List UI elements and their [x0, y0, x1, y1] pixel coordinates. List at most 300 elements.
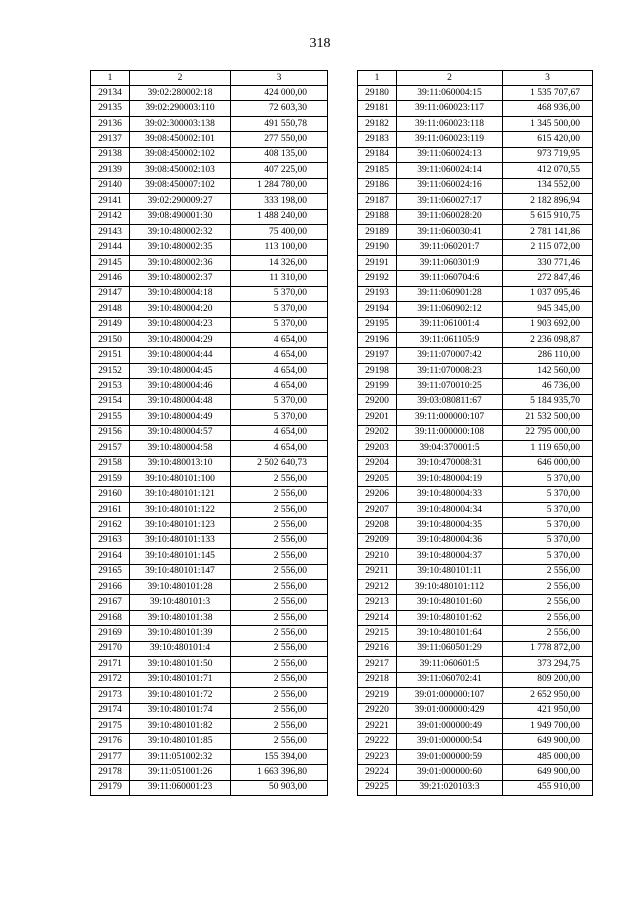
row-number-cell: 29161: [91, 502, 130, 517]
value-cell: 2 556,00: [503, 610, 593, 625]
row-number-cell: 29208: [358, 518, 397, 533]
cadastral-number-cell: 39:11:051002:32: [130, 749, 231, 764]
cadastral-number-cell: 39:10:480004:29: [130, 333, 231, 348]
table-row: [358, 456, 593, 471]
cadastral-number-cell: 39:10:480101:64: [397, 626, 503, 641]
row-number-cell: 29142: [91, 209, 130, 224]
row-number-cell: 29157: [91, 441, 130, 456]
table-row: [91, 302, 328, 317]
value-cell: 809 200,00: [503, 672, 593, 687]
value-cell: 468 936,00: [503, 101, 593, 116]
row-number-cell: 29216: [358, 641, 397, 656]
table-row: [91, 348, 328, 363]
value-cell: 2 236 098,87: [503, 333, 593, 348]
cadastral-number-cell: 39:10:480013:10: [130, 456, 231, 471]
cadastral-number-cell: 39:11:060030:41: [397, 224, 503, 239]
cadastral-number-cell: 39:10:480004:37: [397, 549, 503, 564]
value-cell: 5 370,00: [503, 533, 593, 548]
table-row: [91, 533, 328, 548]
table-row: [358, 471, 593, 486]
cadastral-number-cell: 39:11:061105:9: [397, 333, 503, 348]
value-cell: 2 652 950,00: [503, 688, 593, 703]
table-row: [91, 765, 328, 780]
row-number-cell: 29206: [358, 487, 397, 502]
value-cell: 4 654,00: [231, 348, 328, 363]
table-row: [91, 86, 328, 101]
value-cell: 277 550,00: [231, 132, 328, 147]
table-row: [91, 147, 328, 162]
value-cell: 2 182 896,94: [503, 194, 593, 209]
row-number-cell: 29210: [358, 549, 397, 564]
cadastral-number-cell: 39:11:000000:107: [397, 410, 503, 425]
cadastral-number-cell: 39:01:000000:107: [397, 688, 503, 703]
table-row: [358, 333, 593, 348]
table-row: [91, 441, 328, 456]
row-number-cell: 29156: [91, 425, 130, 440]
cadastral-number-cell: 39:10:480101:122: [130, 502, 231, 517]
value-cell: 11 310,00: [231, 271, 328, 286]
cadastral-number-cell: 39:08:450002:102: [130, 147, 231, 162]
table-row: [91, 626, 328, 641]
table-row: [358, 749, 593, 764]
table-row: [91, 502, 328, 517]
table-row: [91, 641, 328, 656]
cadastral-number-cell: 39:10:480101:121: [130, 487, 231, 502]
table-row: [358, 641, 593, 656]
value-cell: 21 532 500,00: [503, 410, 593, 425]
table-row: [91, 363, 328, 378]
table-row: [91, 780, 328, 795]
cadastral-number-cell: 39:11:060024:13: [397, 147, 503, 162]
table-row: [358, 224, 593, 239]
table-row: [358, 132, 593, 147]
cadastral-number-cell: 39:10:480101:39: [130, 626, 231, 641]
cadastral-number-cell: 39:10:480101:50: [130, 657, 231, 672]
table-row: [358, 194, 593, 209]
row-number-cell: 29197: [358, 348, 397, 363]
cadastral-number-cell: 39:08:450007:102: [130, 178, 231, 193]
row-number-cell: 29145: [91, 255, 130, 270]
table-row: [358, 672, 593, 687]
cadastral-number-cell: 39:10:480004:49: [130, 410, 231, 425]
row-number-cell: 29201: [358, 410, 397, 425]
table-row: [91, 194, 328, 209]
cadastral-number-cell: 39:10:480101:3: [130, 595, 231, 610]
row-number-cell: 29215: [358, 626, 397, 641]
value-cell: 973 719,95: [503, 147, 593, 162]
row-number-cell: 29192: [358, 271, 397, 286]
cadastral-number-cell: 39:11:060301:9: [397, 255, 503, 270]
value-cell: 2 556,00: [231, 580, 328, 595]
row-number-cell: 29176: [91, 734, 130, 749]
value-cell: 424 000,00: [231, 86, 328, 101]
row-number-cell: 29198: [358, 363, 397, 378]
row-number-cell: 29168: [91, 610, 130, 625]
row-number-cell: 29163: [91, 533, 130, 548]
value-cell: 412 070,55: [503, 163, 593, 178]
table-row: [91, 518, 328, 533]
table-row: [358, 348, 593, 363]
row-number-cell: 29218: [358, 672, 397, 687]
table-row: [91, 178, 328, 193]
row-number-cell: 29134: [91, 86, 130, 101]
cadastral-number-cell: 39:04:370001:5: [397, 441, 503, 456]
value-cell: 134 552,00: [503, 178, 593, 193]
cadastral-number-cell: 39:01:000000:49: [397, 718, 503, 733]
table-row: [91, 286, 328, 301]
row-number-cell: 29160: [91, 487, 130, 502]
table-row: [91, 734, 328, 749]
cadastral-number-cell: 39:08:490001:30: [130, 209, 231, 224]
table-row: [91, 749, 328, 764]
table-row: [358, 780, 593, 795]
cadastral-number-cell: 39:10:480101:28: [130, 580, 231, 595]
table-row: [91, 209, 328, 224]
table-row: [91, 132, 328, 147]
table-row: [358, 147, 593, 162]
value-cell: 72 603,30: [231, 101, 328, 116]
row-number-cell: 29151: [91, 348, 130, 363]
value-cell: 1 778 872,00: [503, 641, 593, 656]
cadastral-number-cell: 39:10:480004:46: [130, 379, 231, 394]
table-row: [91, 425, 328, 440]
value-cell: 2 556,00: [231, 487, 328, 502]
row-number-cell: 29140: [91, 178, 130, 193]
table-row: [91, 240, 328, 255]
value-cell: 5 370,00: [503, 502, 593, 517]
row-number-cell: 29182: [358, 116, 397, 131]
table-row: [91, 333, 328, 348]
table-row: [358, 101, 593, 116]
value-cell: 46 736,00: [503, 379, 593, 394]
cadastral-number-cell: 39:11:060001:23: [130, 780, 231, 795]
cadastral-number-cell: 39:01:000000:59: [397, 749, 503, 764]
value-cell: 2 556,00: [231, 688, 328, 703]
row-number-cell: 29184: [358, 147, 397, 162]
value-cell: 330 771,46: [503, 255, 593, 270]
value-cell: 2 556,00: [503, 580, 593, 595]
row-number-cell: 29209: [358, 533, 397, 548]
row-number-cell: 29137: [91, 132, 130, 147]
cadastral-number-cell: 39:11:060023:119: [397, 132, 503, 147]
row-number-cell: 29185: [358, 163, 397, 178]
table-row: [358, 271, 593, 286]
page-number: 318: [309, 36, 331, 51]
cadastral-number-cell: 39:10:480004:19: [397, 471, 503, 486]
row-number-cell: 29212: [358, 580, 397, 595]
table-row: [358, 379, 593, 394]
value-cell: 945 345,00: [503, 302, 593, 317]
cadastral-number-cell: 39:10:480101:112: [397, 580, 503, 595]
table-row: [358, 163, 593, 178]
value-cell: 50 903,00: [231, 780, 328, 795]
cadastral-number-cell: 39:01:000000:54: [397, 734, 503, 749]
cadastral-number-cell: 39:10:480101:62: [397, 610, 503, 625]
table-row: [358, 718, 593, 733]
register-table-right: [357, 70, 593, 796]
cadastral-number-cell: 39:10:480002:32: [130, 224, 231, 239]
cadastral-number-cell: 39:03:080811:67: [397, 394, 503, 409]
cadastral-number-cell: 39:10:480101:82: [130, 718, 231, 733]
value-cell: 5 370,00: [231, 286, 328, 301]
cadastral-number-cell: 39:11:060024:16: [397, 178, 503, 193]
row-number-cell: 29219: [358, 688, 397, 703]
cadastral-number-cell: 39:10:480101:72: [130, 688, 231, 703]
row-number-cell: 29193: [358, 286, 397, 301]
table-row: [358, 178, 593, 193]
column-header: 1: [91, 71, 130, 86]
value-cell: 5 370,00: [231, 302, 328, 317]
table-row: [358, 240, 593, 255]
table-row: [358, 302, 593, 317]
table-row: [358, 657, 593, 672]
row-number-cell: 29147: [91, 286, 130, 301]
row-number-cell: 29214: [358, 610, 397, 625]
row-number-cell: 29139: [91, 163, 130, 178]
table-row: [358, 86, 593, 101]
value-cell: 2 556,00: [231, 610, 328, 625]
row-number-cell: 29135: [91, 101, 130, 116]
cadastral-number-cell: 39:21:020103:3: [397, 780, 503, 795]
row-number-cell: 29220: [358, 703, 397, 718]
value-cell: 1 949 700,00: [503, 718, 593, 733]
cadastral-number-cell: 39:11:060004:15: [397, 86, 503, 101]
column-header: 1: [358, 71, 397, 86]
cadastral-number-cell: 39:10:480101:4: [130, 641, 231, 656]
row-number-cell: 29225: [358, 780, 397, 795]
table-row: [358, 765, 593, 780]
table-row: [91, 703, 328, 718]
cadastral-number-cell: 39:10:480101:71: [130, 672, 231, 687]
row-number-cell: 29178: [91, 765, 130, 780]
row-number-cell: 29148: [91, 302, 130, 317]
value-cell: 373 294,75: [503, 657, 593, 672]
table-row: [358, 626, 593, 641]
table-row: [91, 116, 328, 131]
row-number-cell: 29203: [358, 441, 397, 456]
cadastral-number-cell: 39:11:060901:28: [397, 286, 503, 301]
cadastral-number-cell: 39:10:480002:37: [130, 271, 231, 286]
row-number-cell: 29222: [358, 734, 397, 749]
column-header: 2: [397, 71, 503, 86]
table-row: [91, 595, 328, 610]
value-cell: 5 370,00: [503, 549, 593, 564]
table-row: [358, 610, 593, 625]
value-cell: 4 654,00: [231, 333, 328, 348]
cadastral-number-cell: 39:11:060601:5: [397, 657, 503, 672]
table-row: [358, 116, 593, 131]
row-number-cell: 29177: [91, 749, 130, 764]
table-row: [91, 101, 328, 116]
row-number-cell: 29143: [91, 224, 130, 239]
cadastral-number-cell: 39:02:290009:27: [130, 194, 231, 209]
table-row: [358, 580, 593, 595]
table-row: [358, 425, 593, 440]
row-number-cell: 29150: [91, 333, 130, 348]
row-number-cell: 29173: [91, 688, 130, 703]
cadastral-number-cell: 39:10:470008:31: [397, 456, 503, 471]
table-row: [358, 533, 593, 548]
table-row: [358, 255, 593, 270]
table-row: [358, 487, 593, 502]
table-body-left: [91, 86, 328, 796]
cadastral-number-cell: 39:10:480101:74: [130, 703, 231, 718]
row-number-cell: 29180: [358, 86, 397, 101]
table-row: [358, 549, 593, 564]
column-header: 3: [503, 71, 593, 86]
cadastral-number-cell: 39:11:070010:25: [397, 379, 503, 394]
row-number-cell: 29144: [91, 240, 130, 255]
row-number-cell: 29181: [358, 101, 397, 116]
column-header: 2: [130, 71, 231, 86]
row-number-cell: 29152: [91, 363, 130, 378]
row-number-cell: 29155: [91, 410, 130, 425]
value-cell: 2 556,00: [231, 533, 328, 548]
value-cell: 272 847,46: [503, 271, 593, 286]
row-number-cell: 29136: [91, 116, 130, 131]
row-number-cell: 29154: [91, 394, 130, 409]
value-cell: 2 556,00: [231, 734, 328, 749]
value-cell: 1 488 240,00: [231, 209, 328, 224]
value-cell: 286 110,00: [503, 348, 593, 363]
row-number-cell: 29183: [358, 132, 397, 147]
row-number-cell: 29202: [358, 425, 397, 440]
row-number-cell: 29200: [358, 394, 397, 409]
value-cell: 22 795 000,00: [503, 425, 593, 440]
cadastral-number-cell: 39:11:060201:7: [397, 240, 503, 255]
row-number-cell: 29175: [91, 718, 130, 733]
value-cell: 649 900,00: [503, 765, 593, 780]
row-number-cell: 29138: [91, 147, 130, 162]
value-cell: 2 556,00: [231, 718, 328, 733]
cadastral-number-cell: 39:11:060902:12: [397, 302, 503, 317]
row-number-cell: 29167: [91, 595, 130, 610]
value-cell: 491 550,78: [231, 116, 328, 131]
table-row: [91, 718, 328, 733]
cadastral-number-cell: 39:10:480101:60: [397, 595, 503, 610]
value-cell: 408 135,00: [231, 147, 328, 162]
value-cell: 113 100,00: [231, 240, 328, 255]
table-row: [91, 224, 328, 239]
value-cell: 5 370,00: [503, 471, 593, 486]
value-cell: 615 420,00: [503, 132, 593, 147]
row-number-cell: 29195: [358, 317, 397, 332]
row-number-cell: 29153: [91, 379, 130, 394]
cadastral-number-cell: 39:11:060501:29: [397, 641, 503, 656]
value-cell: 2 781 141,86: [503, 224, 593, 239]
cadastral-number-cell: 39:10:480101:145: [130, 549, 231, 564]
value-cell: 4 654,00: [231, 363, 328, 378]
value-cell: 1 663 396,80: [231, 765, 328, 780]
cadastral-number-cell: 39:11:070007:42: [397, 348, 503, 363]
table-row: [91, 255, 328, 270]
value-cell: 2 556,00: [231, 672, 328, 687]
value-cell: 2 556,00: [231, 595, 328, 610]
table-row: [358, 734, 593, 749]
value-cell: 2 115 072,00: [503, 240, 593, 255]
value-cell: 5 370,00: [503, 518, 593, 533]
row-number-cell: 29221: [358, 718, 397, 733]
value-cell: 2 502 640,73: [231, 456, 328, 471]
row-number-cell: 29169: [91, 626, 130, 641]
table-row: [91, 549, 328, 564]
value-cell: 649 900,00: [503, 734, 593, 749]
cadastral-number-cell: 39:02:300003:138: [130, 116, 231, 131]
row-number-cell: 29162: [91, 518, 130, 533]
row-number-cell: 29146: [91, 271, 130, 286]
row-number-cell: 29205: [358, 471, 397, 486]
cadastral-number-cell: 39:10:480004:44: [130, 348, 231, 363]
row-number-cell: 29213: [358, 595, 397, 610]
row-number-cell: 29179: [91, 780, 130, 795]
row-number-cell: 29170: [91, 641, 130, 656]
table-row: [91, 456, 328, 471]
table-header-row: [91, 71, 328, 86]
cadastral-number-cell: 39:11:060702:41: [397, 672, 503, 687]
row-number-cell: 29199: [358, 379, 397, 394]
table-row: [358, 564, 593, 579]
cadastral-number-cell: 39:10:480004:20: [130, 302, 231, 317]
table-row: [91, 271, 328, 286]
cadastral-number-cell: 39:11:000000:108: [397, 425, 503, 440]
value-cell: 4 654,00: [231, 441, 328, 456]
table-header-row: [358, 71, 593, 86]
row-number-cell: 29224: [358, 765, 397, 780]
cadastral-number-cell: 39:10:480004:58: [130, 441, 231, 456]
row-number-cell: 29166: [91, 580, 130, 595]
value-cell: 485 000,00: [503, 749, 593, 764]
cadastral-number-cell: 39:10:480004:23: [130, 317, 231, 332]
cadastral-number-cell: 39:10:480004:45: [130, 363, 231, 378]
cadastral-number-cell: 39:10:480004:33: [397, 487, 503, 502]
value-cell: 4 654,00: [231, 379, 328, 394]
value-cell: 155 394,00: [231, 749, 328, 764]
table-row: [358, 441, 593, 456]
column-header: 3: [231, 71, 328, 86]
value-cell: 2 556,00: [503, 564, 593, 579]
table-row: [91, 610, 328, 625]
table-body-right: [358, 86, 593, 796]
row-number-cell: 29194: [358, 302, 397, 317]
table-row: [358, 394, 593, 409]
cadastral-number-cell: 39:11:051001:26: [130, 765, 231, 780]
row-number-cell: 29172: [91, 672, 130, 687]
table-row: [358, 688, 593, 703]
row-number-cell: 29211: [358, 564, 397, 579]
cadastral-number-cell: 39:11:060027:17: [397, 194, 503, 209]
row-number-cell: 29164: [91, 549, 130, 564]
table-row: [91, 163, 328, 178]
table-row: [91, 379, 328, 394]
cadastral-number-cell: 39:10:480002:35: [130, 240, 231, 255]
row-number-cell: 29204: [358, 456, 397, 471]
row-number-cell: 29159: [91, 471, 130, 486]
cadastral-number-cell: 39:10:480101:123: [130, 518, 231, 533]
table-row: [358, 518, 593, 533]
table-row: [91, 487, 328, 502]
value-cell: 5 370,00: [231, 317, 328, 332]
value-cell: 1 284 780,00: [231, 178, 328, 193]
table-row: [358, 317, 593, 332]
value-cell: 5 370,00: [503, 487, 593, 502]
row-number-cell: 29190: [358, 240, 397, 255]
table-row: [358, 502, 593, 517]
value-cell: 2 556,00: [231, 626, 328, 641]
table-row: [91, 564, 328, 579]
table-row: [91, 394, 328, 409]
row-number-cell: 29207: [358, 502, 397, 517]
value-cell: 5 615 910,75: [503, 209, 593, 224]
